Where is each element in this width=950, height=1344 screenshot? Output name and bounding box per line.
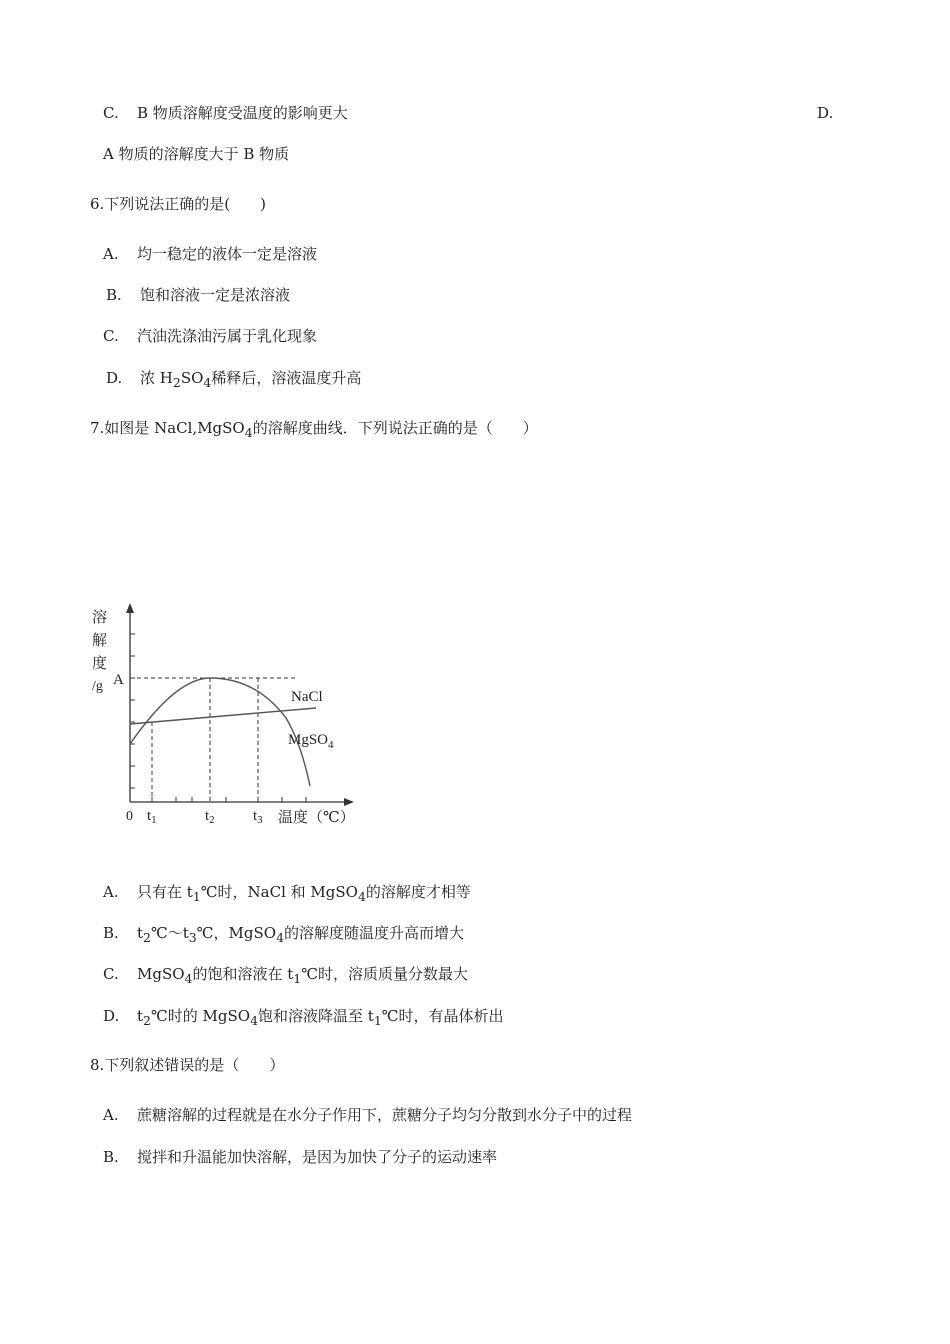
option-text: 均一稳定的液体一定是溶液: [137, 245, 318, 263]
subscript: 1: [293, 971, 302, 986]
text-part: ℃时，溶质质量分数最大: [301, 965, 469, 983]
q5-option-c: [103, 103, 348, 123]
text-part: ℃时，有晶体析出: [381, 1007, 504, 1025]
option-letter: D.: [103, 1007, 120, 1025]
q8-option-a: [103, 1105, 632, 1125]
option-letter: C.: [103, 104, 119, 122]
text-part: ℃～t: [150, 924, 189, 942]
y-axis-arrow: [126, 603, 134, 613]
subscript: 2: [143, 1013, 151, 1028]
stem-post: 的溶解度曲线．下列说法正确的是（ ）: [252, 419, 538, 437]
q6-option-a: [103, 244, 317, 264]
q5-option-d-text: A 物质的溶解度大于 B 物质: [103, 145, 290, 163]
text-part: MgSO: [137, 965, 185, 983]
option-text-post: 稀释后，溶液温度升高: [211, 369, 362, 387]
subscript: 3: [188, 930, 197, 945]
q7-option-c: [103, 964, 468, 989]
q5-option-d-letter: D.: [817, 104, 834, 122]
subscript: 4: [357, 889, 366, 904]
subscript: 2: [172, 375, 181, 390]
option-letter: A.: [103, 245, 119, 263]
option-letter: B.: [106, 286, 122, 304]
text-part: 只有在 t: [137, 883, 193, 901]
option-text: 饱和溶液一定是浓溶液: [140, 286, 291, 304]
text-part: ℃时的 MgSO: [150, 1007, 251, 1025]
y-marker-a: A: [113, 672, 124, 688]
subscript: 4: [276, 930, 285, 945]
subscript: 4: [244, 425, 253, 440]
q7-option-a: [103, 882, 471, 907]
subscript: 1: [192, 889, 201, 904]
q6-option-d: [106, 368, 361, 393]
q6-stem: 6.下列说法正确的是( ): [90, 195, 267, 213]
y-ticks: [130, 634, 135, 788]
text-part: 饱和溶液降温至 t: [258, 1007, 374, 1025]
series-label-mgso4: MgSO$_4$: [288, 732, 334, 751]
q8-stem: 8.下列叙述错误的是（ ）: [90, 1056, 285, 1074]
option-letter: A.: [103, 883, 119, 901]
text-part: 的饱和溶液在 t: [192, 965, 294, 983]
series-mgso4-line: [130, 678, 310, 786]
x-axis-label: 温度（℃）: [278, 810, 355, 826]
option-letter: B.: [103, 924, 119, 942]
ylabel-char: /g: [92, 679, 103, 694]
q6-option-c: [103, 326, 317, 346]
option-text: 蔗糖溶解的过程就是在水分子作用下，蔗糖分子均匀分散到水分子中的过程: [137, 1106, 633, 1124]
text-part: t: [137, 924, 144, 942]
q7-option-d: [103, 1006, 504, 1031]
option-letter: C.: [103, 327, 119, 345]
option-letter: C.: [103, 965, 119, 983]
text-part: ℃，MgSO: [196, 924, 277, 942]
series-label-nacl: NaCl: [291, 689, 323, 705]
text-part: t: [137, 1007, 144, 1025]
ylabel-char: 度: [92, 656, 108, 672]
option-letter: B.: [103, 1148, 119, 1166]
text-part: 的溶解度随温度升高而增大: [284, 924, 465, 942]
text-part: 的溶解度才相等: [365, 883, 471, 901]
q8-option-b: [103, 1147, 497, 1167]
x-tick-label-t3: $t_3$: [253, 808, 263, 826]
subscript: 1: [373, 1013, 382, 1028]
option-text-pre: 浓 H: [140, 369, 173, 387]
subscript: 4: [184, 971, 193, 986]
option-text: 汽油洗涤油污属于乳化现象: [137, 327, 318, 345]
option-letter: D.: [106, 369, 123, 387]
option-text: B 物质溶解度受温度的影响更大: [137, 104, 348, 122]
x-tick-label-t1: $t_1$: [147, 808, 157, 826]
option-letter: A.: [103, 1106, 119, 1124]
x-tick-label-t2: $t_2$: [205, 808, 215, 826]
ylabel-char: 解: [92, 633, 108, 649]
q7-stem: [90, 418, 538, 443]
option-text: 搅拌和升温能加快溶解，是因为加快了分子的运动速率: [137, 1148, 498, 1166]
subscript: 4: [203, 375, 212, 390]
x-axis-arrow: [344, 798, 354, 806]
x-ticks: [152, 797, 306, 802]
option-text-mid: SO: [180, 369, 204, 387]
stem-pre: 7.如图是 NaCl,MgSO: [90, 419, 245, 437]
q7-option-b: [103, 923, 464, 948]
origin-label: 0: [126, 809, 133, 824]
guide-lines: [130, 678, 296, 802]
q6-option-b: [106, 285, 290, 305]
subscript: 2: [143, 930, 151, 945]
solubility-chart: [86, 598, 366, 833]
subscript: 4: [250, 1013, 259, 1028]
ylabel-char: 溶: [92, 610, 108, 626]
text-part: ℃时，NaCl 和 MgSO: [200, 883, 358, 901]
